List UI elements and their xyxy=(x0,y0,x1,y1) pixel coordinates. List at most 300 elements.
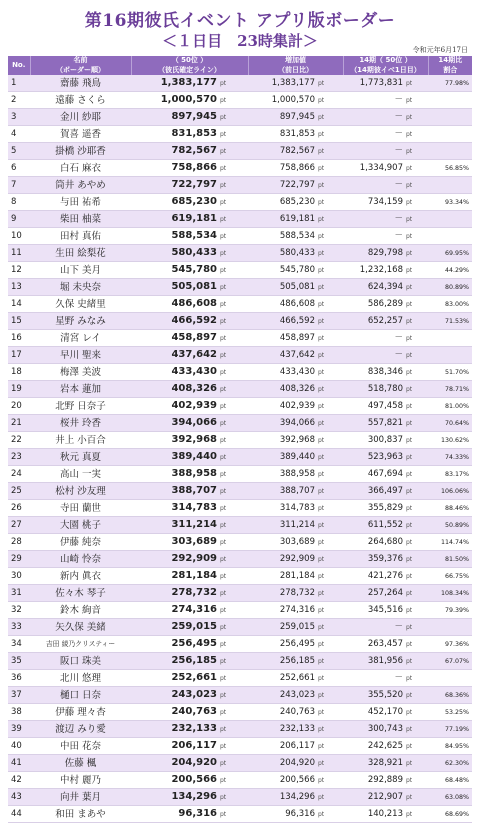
table-row xyxy=(8,449,472,466)
table-row xyxy=(8,500,472,517)
p14-cell: 1,232,168 pt xyxy=(343,262,428,279)
unit-label: pt xyxy=(318,351,325,359)
ratio-cell: 93.34% xyxy=(428,194,472,211)
table-row xyxy=(8,483,472,500)
member-name: 山下 美月 xyxy=(30,262,131,279)
member-name: 伊藤 純奈 xyxy=(30,534,131,551)
member-name: 井上 小百合 xyxy=(30,432,131,449)
rank-cell: 6 xyxy=(8,160,30,177)
unit-label: pt xyxy=(406,436,413,444)
rank-cell: 22 xyxy=(8,432,30,449)
increase-cell: 722,797 pt xyxy=(248,177,343,194)
ratio-cell: 50.89% xyxy=(428,517,472,534)
table-row xyxy=(8,670,472,687)
date-label: 令和元年6月17日 xyxy=(412,46,468,54)
score-cell: 259,015 pt xyxy=(131,619,248,636)
p14-cell: 452,170 pt xyxy=(343,704,428,721)
rank-cell: 13 xyxy=(8,279,30,296)
unit-label: pt xyxy=(318,96,325,104)
p14-cell: 1,334,907 pt xyxy=(343,160,428,177)
score-cell: 200,566 pt xyxy=(131,772,248,789)
table-row xyxy=(8,313,472,330)
ratio-cell: 130.62% xyxy=(428,432,472,449)
unit-label: pt xyxy=(220,233,227,240)
unit-label: pt xyxy=(318,555,325,563)
page-title: 第16期彼氏イベント アプリ版ボーダー xyxy=(84,11,396,31)
ratio-cell: 63.08% xyxy=(428,789,472,806)
table-row xyxy=(8,279,472,296)
member-name: 筒井 あやめ xyxy=(30,177,131,194)
unit-label: pt xyxy=(318,249,325,257)
score-cell: 758,866 pt xyxy=(131,160,248,177)
unit-label: pt xyxy=(220,165,227,172)
unit-label: pt xyxy=(406,147,413,155)
rank-cell: 4 xyxy=(8,126,30,143)
rank-cell: 35 xyxy=(8,653,30,670)
table-row xyxy=(8,772,472,789)
ratio-cell xyxy=(428,619,472,636)
p14-cell: － pt xyxy=(343,92,428,109)
ratio-cell: 66.75% xyxy=(428,568,472,585)
unit-label: pt xyxy=(220,471,227,478)
table-row xyxy=(8,806,472,823)
rank-cell: 1 xyxy=(8,75,30,92)
increase-cell: 314,783 pt xyxy=(248,500,343,517)
score-cell: 437,642 pt xyxy=(131,347,248,364)
unit-label: pt xyxy=(220,539,227,546)
rank-cell: 43 xyxy=(8,789,30,806)
score-cell: 256,495 pt xyxy=(131,636,248,653)
unit-label: pt xyxy=(220,148,227,155)
p14-cell: 242,625 pt xyxy=(343,738,428,755)
unit-label: pt xyxy=(318,810,325,818)
increase-cell: 134,296 pt xyxy=(248,789,343,806)
unit-label: pt xyxy=(318,198,325,206)
rank-cell: 37 xyxy=(8,687,30,704)
member-name: 梅澤 美波 xyxy=(30,364,131,381)
unit-label: pt xyxy=(220,522,227,529)
rank-cell: 18 xyxy=(8,364,30,381)
table-row xyxy=(8,262,472,279)
member-name: 堀 未央奈 xyxy=(30,279,131,296)
score-cell: 252,661 pt xyxy=(131,670,248,687)
score-cell: 134,296 pt xyxy=(131,789,248,806)
unit-label: pt xyxy=(406,674,413,682)
unit-label: pt xyxy=(318,300,325,308)
score-cell: 303,689 pt xyxy=(131,534,248,551)
table-row xyxy=(8,466,472,483)
increase-cell: 1,383,177 pt xyxy=(248,75,343,92)
p14-cell: － pt xyxy=(343,177,428,194)
member-name: 伊藤 理々杏 xyxy=(30,704,131,721)
rank-cell: 2 xyxy=(8,92,30,109)
p14-cell: 557,821 pt xyxy=(343,415,428,432)
unit-label: pt xyxy=(318,266,325,274)
unit-label: pt xyxy=(220,97,227,104)
increase-cell: 402,939 pt xyxy=(248,398,343,415)
score-cell: 1,000,570 pt xyxy=(131,92,248,109)
unit-label: pt xyxy=(318,453,325,461)
score-cell: 588,534 pt xyxy=(131,228,248,245)
table-row xyxy=(8,755,472,772)
score-cell: 232,133 pt xyxy=(131,721,248,738)
score-cell: 394,066 pt xyxy=(131,415,248,432)
unit-label: pt xyxy=(318,691,325,699)
ratio-cell: 71.53% xyxy=(428,313,472,330)
table-row xyxy=(8,160,472,177)
score-cell: 505,081 pt xyxy=(131,279,248,296)
table-row xyxy=(8,653,472,670)
ratio-cell: 67.07% xyxy=(428,653,472,670)
increase-cell: 831,853 pt xyxy=(248,126,343,143)
score-cell: 402,939 pt xyxy=(131,398,248,415)
p14-cell: 624,394 pt xyxy=(343,279,428,296)
member-name: 向井 葉月 xyxy=(30,789,131,806)
score-cell: 256,185 pt xyxy=(131,653,248,670)
member-name: 掛橋 沙耶香 xyxy=(30,143,131,160)
table-row xyxy=(8,211,472,228)
p14-cell: － pt xyxy=(343,330,428,347)
score-cell: 782,567 pt xyxy=(131,143,248,160)
table-row xyxy=(8,245,472,262)
score-cell: 433,430 pt xyxy=(131,364,248,381)
p14-cell: 355,829 pt xyxy=(343,500,428,517)
unit-label: pt xyxy=(406,249,413,257)
unit-label: pt xyxy=(318,538,325,546)
p14-cell: 212,907 pt xyxy=(343,789,428,806)
increase-cell: 392,968 pt xyxy=(248,432,343,449)
unit-label: pt xyxy=(318,283,325,291)
increase-cell: 96,316 pt xyxy=(248,806,343,823)
p14-cell: － pt xyxy=(343,211,428,228)
score-cell: 206,117 pt xyxy=(131,738,248,755)
member-name: 賀喜 遥香 xyxy=(30,126,131,143)
score-cell: 388,958 pt xyxy=(131,466,248,483)
rank-cell: 39 xyxy=(8,721,30,738)
unit-label: pt xyxy=(318,130,325,138)
unit-label: pt xyxy=(220,437,227,444)
score-cell: 831,853 pt xyxy=(131,126,248,143)
p14-cell: 257,264 pt xyxy=(343,585,428,602)
score-cell: 722,797 pt xyxy=(131,177,248,194)
ratio-cell xyxy=(428,143,472,160)
unit-label: pt xyxy=(220,743,227,750)
member-name: 吉田 綾乃クリスティー xyxy=(30,636,131,653)
unit-label: pt xyxy=(406,96,413,104)
rank-cell: 7 xyxy=(8,177,30,194)
table-row xyxy=(8,296,472,313)
unit-label: pt xyxy=(220,80,227,87)
score-cell: 292,909 pt xyxy=(131,551,248,568)
p14-cell: 300,743 pt xyxy=(343,721,428,738)
col-header-score: （ 50位 ） （彼氏確定ライン） xyxy=(131,56,248,75)
unit-label: pt xyxy=(406,232,413,240)
p14-cell: 497,458 pt xyxy=(343,398,428,415)
unit-label: pt xyxy=(406,793,413,801)
ratio-cell xyxy=(428,347,472,364)
unit-label: pt xyxy=(406,521,413,529)
unit-label: pt xyxy=(220,760,227,767)
p14-cell: 611,552 pt xyxy=(343,517,428,534)
score-cell: 281,184 pt xyxy=(131,568,248,585)
table-row xyxy=(8,330,472,347)
p14-cell: 328,921 pt xyxy=(343,755,428,772)
unit-label: pt xyxy=(318,470,325,478)
ratio-cell: 108.34% xyxy=(428,585,472,602)
unit-label: pt xyxy=(406,351,413,359)
unit-label: pt xyxy=(406,691,413,699)
unit-label: pt xyxy=(406,181,413,189)
unit-label: pt xyxy=(318,385,325,393)
ratio-cell: 83.17% xyxy=(428,466,472,483)
unit-label: pt xyxy=(220,335,227,342)
unit-label: pt xyxy=(406,708,413,716)
table-row xyxy=(8,687,472,704)
score-cell: 243,023 pt xyxy=(131,687,248,704)
ratio-cell: 51.70% xyxy=(428,364,472,381)
ratio-cell: 106.06% xyxy=(428,483,472,500)
member-name: 岩本 蓮加 xyxy=(30,381,131,398)
score-cell: 486,608 pt xyxy=(131,296,248,313)
p14-cell: 734,159 pt xyxy=(343,194,428,211)
member-name: 齋藤 飛鳥 xyxy=(30,75,131,92)
rank-cell: 29 xyxy=(8,551,30,568)
score-cell: 1,383,177 pt xyxy=(131,75,248,92)
unit-label: pt xyxy=(406,470,413,478)
member-name: 高山 一実 xyxy=(30,466,131,483)
table-row xyxy=(8,228,472,245)
unit-label: pt xyxy=(406,198,413,206)
increase-cell: 437,642 pt xyxy=(248,347,343,364)
unit-label: pt xyxy=(220,505,227,512)
p14-cell: － pt xyxy=(343,228,428,245)
ratio-cell: 68.36% xyxy=(428,687,472,704)
table-row xyxy=(8,75,472,92)
rank-cell: 3 xyxy=(8,109,30,126)
unit-label: pt xyxy=(406,368,413,376)
p14-cell: 829,798 pt xyxy=(343,245,428,262)
member-name: 山崎 怜奈 xyxy=(30,551,131,568)
rank-cell: 32 xyxy=(8,602,30,619)
member-name: 白石 麻衣 xyxy=(30,160,131,177)
unit-label: pt xyxy=(220,709,227,716)
unit-label: pt xyxy=(318,487,325,495)
member-name: 与田 祐希 xyxy=(30,194,131,211)
p14-cell: － pt xyxy=(343,143,428,160)
unit-label: pt xyxy=(318,215,325,223)
member-name: 阪口 珠美 xyxy=(30,653,131,670)
score-cell: 897,945 pt xyxy=(131,109,248,126)
member-name: 早川 聖来 xyxy=(30,347,131,364)
increase-cell: 466,592 pt xyxy=(248,313,343,330)
unit-label: pt xyxy=(406,130,413,138)
col-header-increase: 増加値 （前日比） xyxy=(248,56,343,75)
member-name: 松村 沙友理 xyxy=(30,483,131,500)
table-row xyxy=(8,551,472,568)
table-row xyxy=(8,109,472,126)
increase-cell: 408,326 pt xyxy=(248,381,343,398)
ratio-cell: 70.64% xyxy=(428,415,472,432)
score-cell: 685,230 pt xyxy=(131,194,248,211)
unit-label: pt xyxy=(220,114,227,121)
rank-cell: 12 xyxy=(8,262,30,279)
p14-cell: 366,497 pt xyxy=(343,483,428,500)
ratio-cell: 83.00% xyxy=(428,296,472,313)
table-row xyxy=(8,534,472,551)
p14-cell: － pt xyxy=(343,109,428,126)
table-row xyxy=(8,636,472,653)
member-name: 柴田 柚菜 xyxy=(30,211,131,228)
border-table xyxy=(8,56,472,823)
rank-cell: 9 xyxy=(8,211,30,228)
table-row xyxy=(8,381,472,398)
unit-label: pt xyxy=(220,386,227,393)
unit-label: pt xyxy=(406,657,413,665)
rank-cell: 14 xyxy=(8,296,30,313)
col-header-no: No. xyxy=(8,56,30,75)
unit-label: pt xyxy=(318,164,325,172)
unit-label: pt xyxy=(220,590,227,597)
unit-label: pt xyxy=(318,742,325,750)
table-row xyxy=(8,585,472,602)
unit-label: pt xyxy=(318,402,325,410)
unit-label: pt xyxy=(318,419,325,427)
ratio-cell: 69.95% xyxy=(428,245,472,262)
member-name: 北川 悠理 xyxy=(30,670,131,687)
rank-cell: 27 xyxy=(8,517,30,534)
unit-label: pt xyxy=(406,317,413,325)
unit-label: pt xyxy=(318,623,325,631)
table-row xyxy=(8,415,472,432)
increase-cell: 580,433 pt xyxy=(248,245,343,262)
unit-label: pt xyxy=(220,403,227,410)
p14-cell: 381,956 pt xyxy=(343,653,428,670)
unit-label: pt xyxy=(318,79,325,87)
unit-label: pt xyxy=(220,250,227,257)
p14-cell: 263,457 pt xyxy=(343,636,428,653)
score-cell: 619,181 pt xyxy=(131,211,248,228)
increase-cell: 388,707 pt xyxy=(248,483,343,500)
ratio-cell: 56.85% xyxy=(428,160,472,177)
increase-cell: 243,023 pt xyxy=(248,687,343,704)
table-row xyxy=(8,789,472,806)
increase-cell: 278,732 pt xyxy=(248,585,343,602)
unit-label: pt xyxy=(220,182,227,189)
rank-cell: 19 xyxy=(8,381,30,398)
table-body xyxy=(8,75,472,823)
unit-label: pt xyxy=(406,283,413,291)
rank-cell: 17 xyxy=(8,347,30,364)
unit-label: pt xyxy=(406,419,413,427)
increase-cell: 389,440 pt xyxy=(248,449,343,466)
unit-label: pt xyxy=(220,811,227,818)
member-name: 中田 花奈 xyxy=(30,738,131,755)
rank-cell: 28 xyxy=(8,534,30,551)
unit-label: pt xyxy=(406,300,413,308)
unit-label: pt xyxy=(406,113,413,121)
unit-label: pt xyxy=(220,199,227,206)
unit-label: pt xyxy=(406,487,413,495)
member-name: 和田 まあや xyxy=(30,806,131,823)
unit-label: pt xyxy=(406,215,413,223)
unit-label: pt xyxy=(220,726,227,733)
unit-label: pt xyxy=(318,504,325,512)
rank-cell: 16 xyxy=(8,330,30,347)
score-cell: 240,763 pt xyxy=(131,704,248,721)
increase-cell: 588,534 pt xyxy=(248,228,343,245)
table-row xyxy=(8,347,472,364)
ratio-cell: 114.74% xyxy=(428,534,472,551)
unit-label: pt xyxy=(318,640,325,648)
member-name: 鈴木 絢音 xyxy=(30,602,131,619)
increase-cell: 388,958 pt xyxy=(248,466,343,483)
score-cell: 580,433 pt xyxy=(131,245,248,262)
unit-label: pt xyxy=(220,607,227,614)
member-name: 久保 史緒里 xyxy=(30,296,131,313)
unit-label: pt xyxy=(318,589,325,597)
unit-label: pt xyxy=(318,657,325,665)
score-cell: 408,326 pt xyxy=(131,381,248,398)
member-name: 矢久保 美緒 xyxy=(30,619,131,636)
rank-cell: 21 xyxy=(8,415,30,432)
unit-label: pt xyxy=(406,538,413,546)
p14-cell: － pt xyxy=(343,619,428,636)
increase-cell: 1,000,570 pt xyxy=(248,92,343,109)
table-row xyxy=(8,126,472,143)
unit-label: pt xyxy=(220,556,227,563)
p14-cell: 1,773,831 pt xyxy=(343,75,428,92)
score-cell: 278,732 pt xyxy=(131,585,248,602)
unit-label: pt xyxy=(406,589,413,597)
unit-label: pt xyxy=(406,572,413,580)
rank-cell: 30 xyxy=(8,568,30,585)
ratio-cell: 44.29% xyxy=(428,262,472,279)
unit-label: pt xyxy=(220,131,227,138)
p14-cell: 140,213 pt xyxy=(343,806,428,823)
unit-label: pt xyxy=(220,420,227,427)
score-cell: 466,592 pt xyxy=(131,313,248,330)
score-cell: 545,780 pt xyxy=(131,262,248,279)
increase-cell: 619,181 pt xyxy=(248,211,343,228)
increase-cell: 685,230 pt xyxy=(248,194,343,211)
p14-cell: － pt xyxy=(343,670,428,687)
increase-cell: 486,608 pt xyxy=(248,296,343,313)
page-subtitle: ＜１日目 23時集計＞ xyxy=(162,32,318,50)
p14-cell: 467,694 pt xyxy=(343,466,428,483)
rank-cell: 31 xyxy=(8,585,30,602)
member-name: 渡辺 みり愛 xyxy=(30,721,131,738)
member-name: 秋元 真夏 xyxy=(30,449,131,466)
col-header-ratio: 14期比 割合 xyxy=(428,56,472,75)
rank-cell: 26 xyxy=(8,500,30,517)
unit-label: pt xyxy=(220,318,227,325)
ratio-cell: 53.25% xyxy=(428,704,472,721)
ratio-cell: 77.19% xyxy=(428,721,472,738)
table-row xyxy=(8,721,472,738)
ratio-cell xyxy=(428,126,472,143)
score-cell: 96,316 pt xyxy=(131,806,248,823)
table-row xyxy=(8,568,472,585)
member-name: 桜井 玲香 xyxy=(30,415,131,432)
increase-cell: 206,117 pt xyxy=(248,738,343,755)
increase-cell: 256,185 pt xyxy=(248,653,343,670)
unit-label: pt xyxy=(406,725,413,733)
rank-cell: 38 xyxy=(8,704,30,721)
unit-label: pt xyxy=(406,385,413,393)
increase-cell: 303,689 pt xyxy=(248,534,343,551)
increase-cell: 505,081 pt xyxy=(248,279,343,296)
unit-label: pt xyxy=(318,572,325,580)
